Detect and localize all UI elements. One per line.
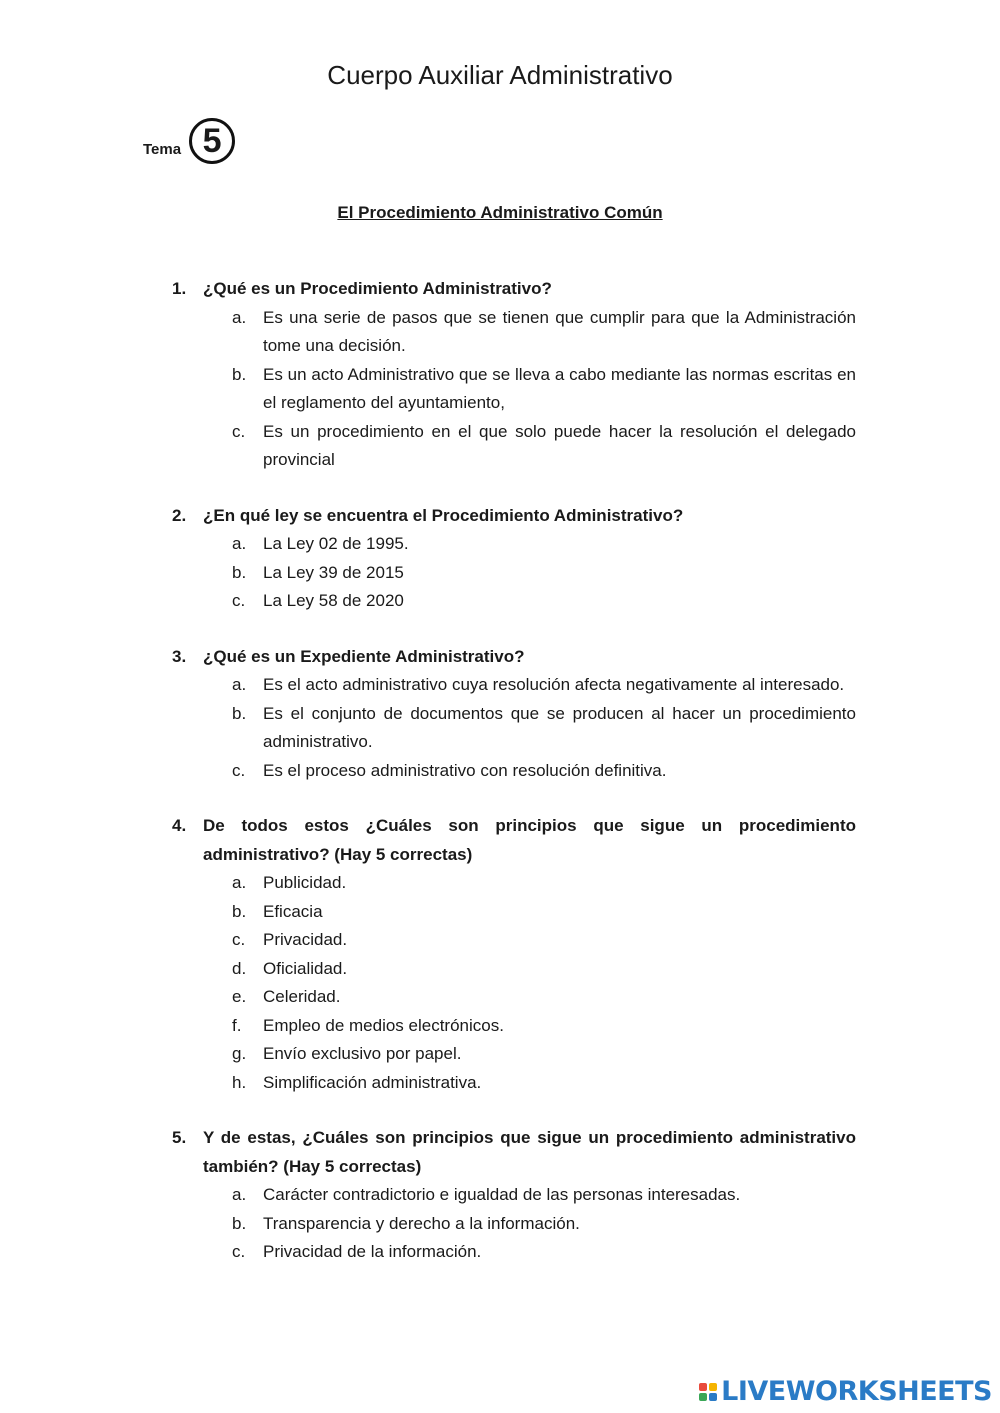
- option-letter: a.: [232, 1185, 247, 1204]
- option-text: Privacidad de la información.: [263, 1242, 482, 1261]
- option-letter: a.: [232, 534, 247, 553]
- question-text: ¿Qué es un Expediente Administrativo?: [203, 646, 525, 666]
- option-letter: f.: [232, 1015, 242, 1035]
- page-title: Cuerpo Auxiliar Administrativo: [327, 60, 673, 90]
- option-letter: b.: [232, 703, 247, 723]
- tema-label: Tema: [143, 141, 182, 158]
- answer-option: [232, 700, 856, 757]
- question-heading: [172, 502, 856, 531]
- question-number: 2.: [172, 505, 187, 525]
- option-letter: b.: [232, 562, 247, 582]
- answer-option: [232, 418, 856, 475]
- question-item: [172, 643, 856, 786]
- answer-option: [232, 587, 856, 616]
- answer-option: [232, 1012, 856, 1041]
- answer-options: [172, 530, 856, 616]
- answer-option: [232, 983, 856, 1012]
- option-text: La Ley 58 de 2020: [263, 591, 404, 610]
- answer-option: [232, 926, 856, 955]
- answer-options: [172, 869, 856, 1097]
- option-text: Privacidad.: [263, 930, 348, 949]
- question-heading: [172, 812, 856, 869]
- section-subtitle: [0, 203, 1000, 223]
- option-text: Es una serie de pasos que se tienen que cumplir para que la Administración tome una decisión.: [263, 307, 856, 355]
- answer-option: [232, 1181, 856, 1210]
- option-text: Oficialidad.: [263, 958, 348, 978]
- option-text: Es un acto Administrativo que se lleva a cabo mediante las normas escritas en el reglamento del ayuntamiento,: [263, 364, 856, 412]
- option-text: Publicidad.: [263, 873, 347, 892]
- option-text: Eficacia: [263, 901, 323, 921]
- answer-option: [232, 898, 856, 927]
- question-list: [172, 275, 856, 1294]
- option-letter: c.: [232, 1242, 246, 1261]
- answer-options: [172, 304, 856, 475]
- option-letter: a.: [232, 873, 247, 892]
- subtitle-text: El Procedimiento Administrativo Común: [337, 203, 663, 222]
- question-text: De todos estos ¿Cuáles son principios que sigue un procedimiento administrativo? (Hay 5 correctas): [203, 816, 856, 864]
- question-text: ¿Qué es un Procedimiento Administrativo?: [203, 279, 552, 298]
- option-letter: d.: [232, 958, 247, 978]
- answer-option: [232, 671, 856, 700]
- option-text: Carácter contradictorio e igualdad de las personas interesadas.: [263, 1185, 741, 1204]
- liveworksheets-logo-icon: [699, 1383, 717, 1401]
- option-letter: b.: [232, 901, 247, 921]
- question-heading: [172, 1124, 856, 1181]
- answer-option: [232, 559, 856, 588]
- answer-option: [232, 1238, 856, 1267]
- option-text: Simplificación administrativa.: [263, 1072, 482, 1092]
- option-letter: g.: [232, 1044, 247, 1063]
- answer-option: [232, 304, 856, 361]
- answer-options: [172, 1181, 856, 1267]
- option-text: Es el proceso administrativo con resolución definitiva.: [263, 760, 667, 780]
- logo-square: [709, 1393, 717, 1401]
- logo-square: [709, 1383, 717, 1391]
- option-text: Envío exclusivo por papel.: [263, 1044, 462, 1063]
- question-text: ¿En qué ley se encuentra el Procedimiento Administrativo?: [203, 505, 684, 525]
- answer-option: [232, 955, 856, 984]
- question-number: 3.: [172, 646, 187, 666]
- option-text: Empleo de medios electrónicos.: [263, 1015, 504, 1035]
- watermark-text: LIVEWORKSHEETS: [721, 1376, 992, 1407]
- option-letter: b.: [232, 1213, 247, 1233]
- logo-square: [699, 1383, 707, 1391]
- option-text: Es el conjunto de documentos que se producen al hacer un procedimiento administrativo.: [263, 703, 856, 751]
- question-text: Y de estas, ¿Cuáles son principios que sigue un procedimiento administrativo también? (Hay 5 correctas): [203, 1128, 856, 1176]
- option-text: La Ley 02 de 1995.: [263, 534, 409, 553]
- option-letter: b.: [232, 364, 247, 384]
- option-letter: h.: [232, 1072, 247, 1092]
- question-number: 1.: [172, 279, 187, 298]
- answer-option: [232, 757, 856, 786]
- option-text: La Ley 39 de 2015: [263, 562, 404, 582]
- option-text: Es el acto administrativo cuya resolución afecta negativamente al interesado.: [263, 675, 845, 694]
- option-text: Es un procedimiento en el que solo puede hacer la resolución el delegado provincial: [263, 421, 856, 469]
- option-letter: a.: [232, 307, 247, 327]
- answer-option: [232, 361, 856, 418]
- option-letter: c.: [232, 930, 246, 949]
- answer-option: [232, 1069, 856, 1098]
- question-heading: [172, 643, 856, 672]
- option-letter: a.: [232, 675, 247, 694]
- question-item: [172, 275, 856, 475]
- answer-option: [232, 530, 856, 559]
- option-letter: c.: [232, 591, 246, 610]
- question-item: [172, 1124, 856, 1267]
- option-letter: c.: [232, 421, 246, 441]
- option-letter: e.: [232, 987, 247, 1006]
- liveworksheets-watermark: [699, 1376, 992, 1407]
- logo-square: [699, 1393, 707, 1401]
- question-heading: [172, 275, 856, 304]
- question-number: 5.: [172, 1128, 187, 1147]
- tema-heading: [143, 118, 235, 164]
- answer-option: [232, 869, 856, 898]
- answer-option: [232, 1210, 856, 1239]
- question-item: [172, 502, 856, 616]
- option-text: Celeridad.: [263, 987, 341, 1006]
- option-text: Transparencia y derecho a la información.: [263, 1213, 580, 1233]
- question-number: 4.: [172, 816, 187, 835]
- option-letter: c.: [232, 760, 246, 780]
- question-item: [172, 812, 856, 1097]
- answer-options: [172, 671, 856, 785]
- tema-number-circle: 5: [189, 118, 235, 164]
- answer-option: [232, 1040, 856, 1069]
